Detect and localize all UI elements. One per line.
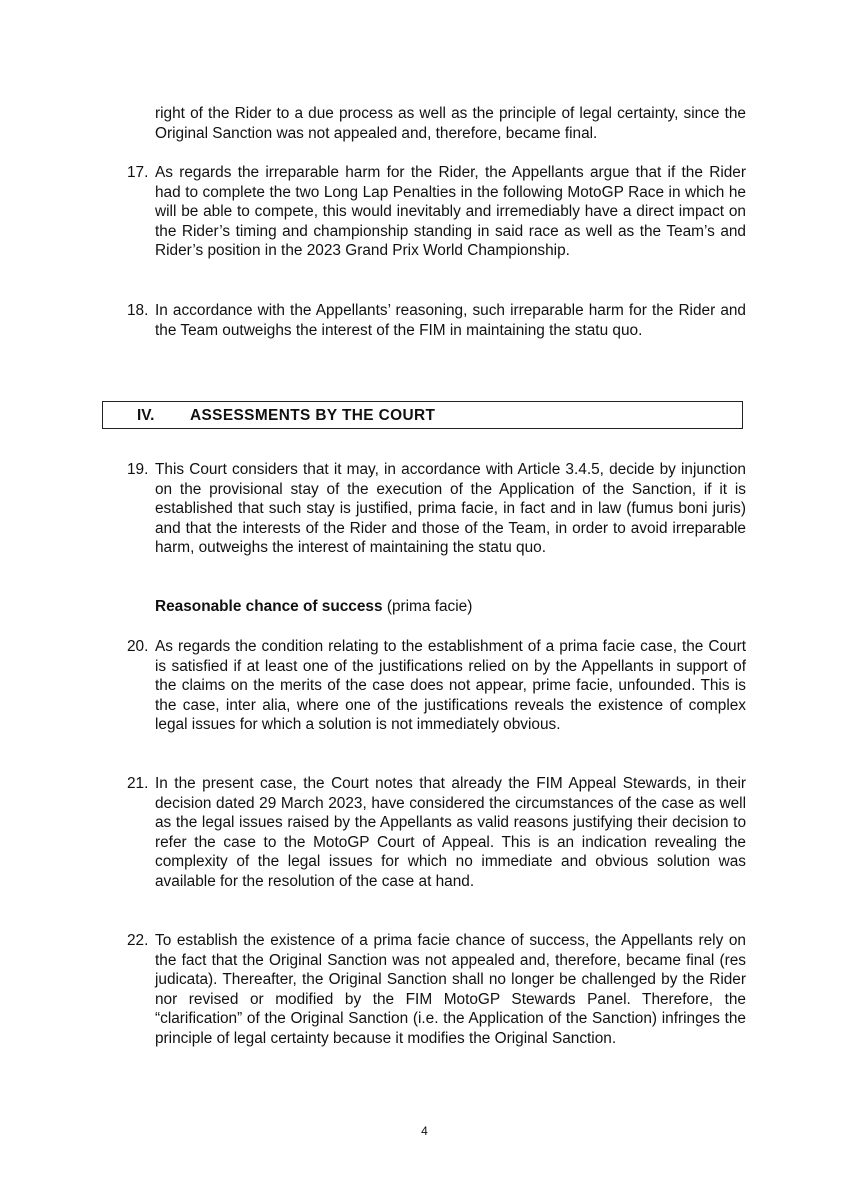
paragraph-number: 22.: [127, 932, 149, 949]
paragraph-21: [127, 774, 746, 892]
paragraph-continuation: right of the Rider to a due process as well as the principle of legal certainty, since the Original Sanction was not appealed and, therefore, became final.: [155, 105, 746, 142]
section-title: ASSESSMENTS BY THE COURT: [190, 407, 436, 424]
paragraph-20: [127, 637, 746, 735]
paragraph-text: In the present case, the Court notes that already the FIM Appeal Stewards, in their decision dated 29 March 2023, have considered the circumstances of the case as well as the legal issues raised by the Appellants as valid reasons justifying their decision to refer the case to the MotoGP Court of Appeal. This is an indication revealing the complexity of the legal issues for which no immediate and obvious solution was available for the resolution of the case at hand.: [155, 775, 746, 890]
paragraph-19: [127, 460, 746, 558]
paragraph-number: 19.: [127, 461, 149, 478]
paragraph-17: [127, 163, 746, 261]
paragraph-number: 21.: [127, 775, 149, 792]
paragraph-number: 20.: [127, 638, 149, 655]
paragraph-text: To establish the existence of a prima facie chance of success, the Appellants rely on the fact that the Original Sanction was not appealed and, therefore, became final (res judicata). Thereafter, the Original Sanction shall no longer be challenged by the Rider nor revised or modified by the FIM MotoGP Stewards Panel. Therefore, the “clarification” of the Original Sanction (i.e. the Application of the Sanction) infringes the principle of legal certainty because it modifies the Original Sanction.: [155, 932, 746, 1047]
section-number: IV.: [137, 407, 155, 424]
subheading-bold: Reasonable chance of success: [155, 598, 383, 615]
subheading-normal: (prima facie): [382, 598, 473, 615]
paragraph-number: 17.: [127, 164, 149, 181]
page-number: 4: [421, 1124, 428, 1138]
section-heading: [102, 401, 743, 429]
paragraph-18: [127, 301, 746, 340]
paragraph-22: [127, 931, 746, 1049]
paragraph-text: This Court considers that it may, in accordance with Article 3.4.5, decide by injunction on the provisional stay of the execution of the Application of the Sanction, if it is established that such stay is justified, prima facie, in fact and in law (fumus boni juris) and that the interests of the Rider and those of the Team, in order to avoid irreparable harm, outweighs the interest of maintaining the statu quo.: [155, 461, 746, 557]
paragraph-text: In accordance with the Appellants’ reasoning, such irreparable harm for the Rider and the Team outweighs the interest of the FIM in maintaining the statu quo.: [155, 302, 746, 339]
paragraph-number: 18.: [127, 302, 149, 319]
paragraph-text: As regards the condition relating to the establishment of a prima facie case, the Court is satisfied if at least one of the justifications relied on by the Appellants in support of the claims on the merits of the case does not appear, prime facie, unfounded. This is the case, inter alia, where one of the justifications reveals the existence of complex legal issues for which a solution is not immediately obvious.: [155, 638, 746, 734]
subheading: [155, 597, 472, 617]
paragraph-text: As regards the irreparable harm for the Rider, the Appellants argue that if the Rider had to complete the two Long Lap Penalties in the following MotoGP Race in which he will be able to compete, this would inevitably and irremediably have a direct impact on the Rider’s timing and championship standing in said race as well as the Team’s and Rider’s position in the 2023 Grand Prix World Championship.: [155, 164, 746, 260]
